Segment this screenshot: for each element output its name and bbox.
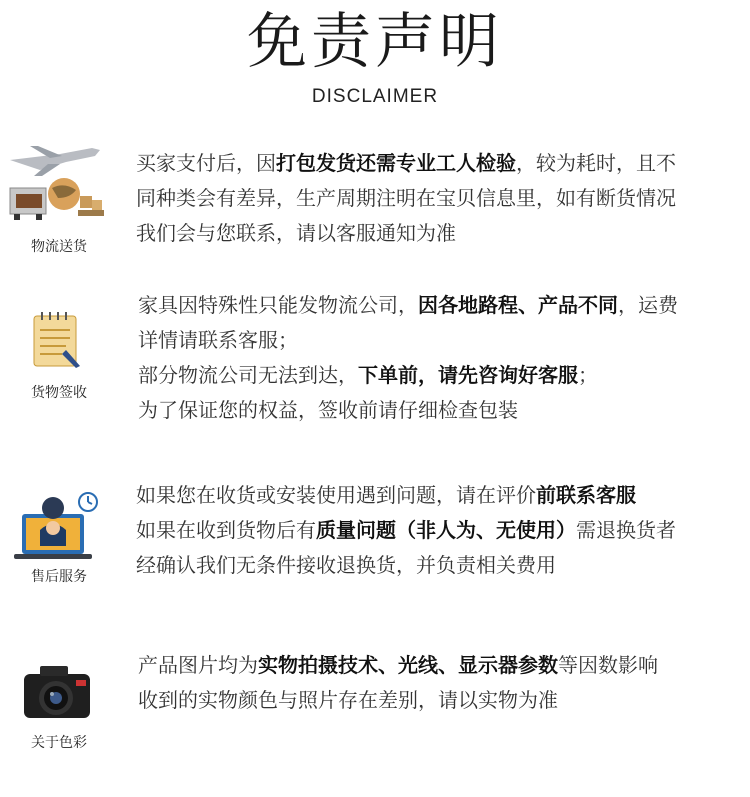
emphasis-text: 因各地路程、产品不同 (418, 293, 618, 317)
text-run: 我们会与您联系，请以客服通知为准 (136, 221, 456, 245)
page-subtitle: DISCLAIMER (311, 86, 439, 107)
text-line (136, 146, 676, 181)
text-run: 等因数影响 (558, 653, 658, 677)
text-run: ，运费 (618, 293, 678, 317)
text-line (138, 393, 678, 428)
text-line (136, 548, 676, 583)
text-line (136, 216, 676, 251)
text-line (138, 648, 658, 683)
text-run: 如果您在收货或安装使用遇到问题，请在评价 (136, 483, 536, 507)
section-after-sales (0, 478, 750, 598)
text-run: ，较为耗时，且不 (516, 151, 676, 175)
text-run: 家具因特殊性只能发物流公司， (138, 293, 418, 317)
text-run: 详情请联系客服； (138, 328, 298, 352)
section-receipt (0, 288, 750, 428)
emphasis-text: 打包发货还需专业工人检验 (276, 151, 516, 175)
text-run: 产品图片均为 (138, 653, 258, 677)
section-text (136, 478, 676, 583)
text-run: ； (578, 363, 598, 387)
customer-service-icon (0, 486, 118, 562)
camera-icon (0, 660, 118, 726)
text-run: 需退换货者 (576, 518, 676, 542)
page-title: 免责声明 (247, 7, 503, 77)
section-caption: 物流送货 (31, 239, 87, 255)
text-line (138, 323, 678, 358)
section-caption: 关于色彩 (31, 735, 87, 751)
text-run: 如果在收到货物后有 (136, 518, 316, 542)
text-line (138, 288, 678, 323)
text-line (136, 478, 676, 513)
section-text (138, 288, 678, 428)
emphasis-text: 前联系客服 (536, 483, 636, 507)
section-caption: 售后服务 (31, 569, 87, 585)
text-run: 买家支付后，因 (136, 151, 276, 175)
section-caption: 货物签收 (31, 385, 87, 401)
text-line (138, 358, 678, 393)
text-line (138, 683, 658, 718)
section-logistics (0, 140, 750, 260)
section-text (138, 648, 658, 718)
text-line (136, 513, 676, 548)
text-run: 收到的实物颜色与照片存在差别，请以实物为准 (138, 688, 558, 712)
logistics-icon (0, 140, 118, 230)
emphasis-text: 实物拍摄技术、光线、显示器参数 (258, 653, 558, 677)
section-text (136, 146, 676, 251)
emphasis-text: 质量问题（非人为、无使用） (316, 518, 576, 542)
emphasis-text: 下单前，请先咨询好客服 (358, 363, 578, 387)
section-color (0, 646, 750, 766)
notepad-pen-icon (0, 310, 118, 370)
text-run: 经确认我们无条件接收退换货，并负责相关费用 (136, 553, 556, 577)
text-line (136, 181, 676, 216)
text-run: 为了保证您的权益，签收前请仔细检查包装 (138, 398, 518, 422)
text-run: 部分物流公司无法到达， (138, 363, 358, 387)
text-run: 同种类会有差异，生产周期注明在宝贝信息里，如有断货情况 (136, 186, 676, 210)
